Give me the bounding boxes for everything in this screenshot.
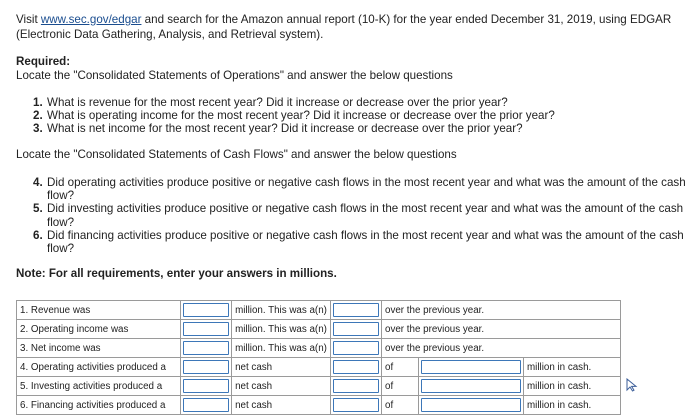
row-mid-text: million. This was a(n) [232,339,331,358]
question-number: 3. [33,122,43,136]
question-number: 1. [33,96,43,109]
financing-sign-input[interactable] [183,398,229,412]
flow-cell [330,377,381,396]
net-income-direction-input[interactable] [333,341,379,355]
net-income-amount-input[interactable] [183,341,229,355]
question-text: What is operating income for the most recent year? Did it increase or decrease over the prior year? [47,109,555,123]
row-end-text: over the previous year. [382,339,621,358]
table-row [17,358,621,377]
flow-cell [330,396,381,415]
question-item [33,96,593,109]
table-row [17,377,621,396]
locate-cash-flows-text: Locate the "Consolidated Statements of Cash Flows" and answer the below questions [16,148,457,161]
question-text: Did investing activities produce positive or negative cash flows in the most recent year and what was the amount of the cash flow? [47,202,684,229]
row-end-text: million in cash. [524,358,621,377]
of-text: of [382,358,419,377]
question-number: 6. [33,228,43,242]
table-row [17,396,621,415]
intro-after-text: and search for the Amazon annual report (10-K) for the year ended December 31, 2019, using EDGAR (Electronic Data Gathering, Analysis, and Retrieval system). [16,13,672,41]
operating-flow-input[interactable] [333,360,379,374]
note-text: Note: For all requirements, enter your answers in millions. [16,267,337,280]
question-number: 5. [33,202,43,216]
investing-sign-input[interactable] [183,379,229,393]
question-number: 2. [33,109,43,123]
row-mid-text: net cash [232,358,331,377]
table-row [17,320,621,339]
required-heading: Required: [16,55,71,68]
sign-cell [181,377,232,396]
row-label: 1. Revenue was [17,301,181,320]
direction-cell [330,320,381,339]
row-label: 3. Net income was [17,339,181,358]
operations-questions-list [33,96,593,136]
row-label: 5. Investing activities produced a [17,377,181,396]
row-label: 4. Operating activities produced a [17,358,181,377]
locate-operations-text: Locate the "Consolidated Statements of Operations" and answer the below questions [16,69,453,82]
direction-cell [330,339,381,358]
sign-cell [181,358,232,377]
row-mid-text: million. This was a(n) [232,301,331,320]
row-mid-text: million. This was a(n) [232,320,331,339]
amount-cell [181,301,232,320]
mouse-pointer-icon [626,378,638,392]
revenue-direction-input[interactable] [333,303,379,317]
row-end-text: million in cash. [524,396,621,415]
answer-table [16,300,621,415]
question-item [33,229,695,255]
question-item [33,202,695,228]
amount-cell [181,320,232,339]
amount-cell [181,339,232,358]
cash-flow-questions-list [33,176,695,255]
question-text: Did financing activities produce positive or negative cash flows in the most recent year and what was the amount of the cash flow? [47,228,684,256]
investing-amount-input[interactable] [421,379,521,393]
question-item [33,122,593,135]
operating-sign-input[interactable] [183,360,229,374]
operating-amount-input[interactable] [421,360,521,374]
row-end-text: million in cash. [524,377,621,396]
of-text: of [382,377,419,396]
question-text: Did operating activities produce positive or negative cash flows in the most recent year and what was the amount of the cash flow? [47,176,686,203]
financing-flow-input[interactable] [333,398,379,412]
financing-amount-input[interactable] [421,398,521,412]
table-row [17,301,621,320]
investing-flow-input[interactable] [333,379,379,393]
row-mid-text: net cash [232,396,331,415]
question-item [33,176,695,202]
amount-cell [419,377,524,396]
row-label: 2. Operating income was [17,320,181,339]
revenue-amount-input[interactable] [183,303,229,317]
sign-cell [181,396,232,415]
instructions-intro [16,12,686,42]
row-mid-text: net cash [232,377,331,396]
edgar-link[interactable]: www.sec.gov/edgar [40,13,142,26]
operating-income-amount-input[interactable] [183,322,229,336]
table-row [17,339,621,358]
question-text: What is revenue for the most recent year? Did it increase or decrease over the prior year? [47,96,508,109]
row-label: 6. Financing activities produced a [17,396,181,415]
question-text: What is net income for the most recent year? Did it increase or decrease over the prior year? [47,122,523,136]
row-end-text: over the previous year. [382,301,621,320]
operating-income-direction-input[interactable] [333,322,379,336]
row-end-text: over the previous year. [382,320,621,339]
amount-cell [419,358,524,377]
question-number: 4. [33,176,43,189]
question-item [33,109,593,122]
direction-cell [330,301,381,320]
intro-before-text: Visit [16,13,41,26]
flow-cell [330,358,381,377]
of-text: of [382,396,419,415]
amount-cell [419,396,524,415]
